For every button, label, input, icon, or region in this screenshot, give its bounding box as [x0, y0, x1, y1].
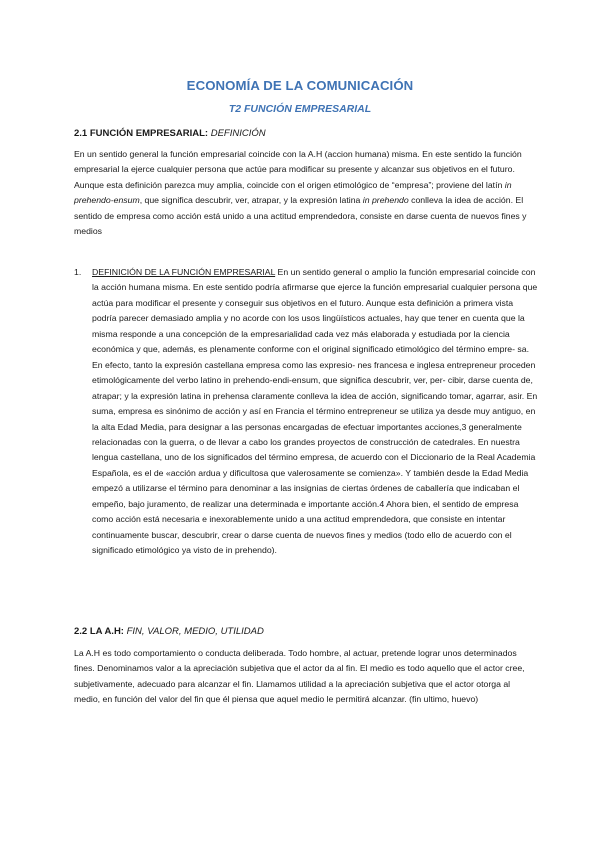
list-item-number: 1. — [74, 267, 82, 277]
section-heading-2-1-sub: DEFINICIÓN — [210, 128, 266, 139]
list-item-lead: DEFINICIÓN DE LA FUNCIÓN EMPRESARIAL — [92, 267, 276, 277]
section-heading-2-1-main: 2.1 FUNCIÓN EMPRESARIAL: — [74, 128, 209, 139]
paragraph-italic-term-2: in prehendo — [362, 195, 409, 206]
paragraph-italic-term-1: in prehendo-ensum — [74, 179, 512, 206]
numbered-list — [74, 265, 538, 559]
section-2-2-paragraph: La A.H es todo comportamiento o conducta deliberada. Todo hombre, al actuar, pretende lograr unos determinados fines. Denominamos valor a la apreciación subjetiva que el actor da al fin. El medio es todo aquello que el actor cree, subjetivamente, adecuado para alcanzar el fin. Llamamos utilidad a la apreciación subjetiva que el actor otorga al medio, en función del valor del fin que él piensa que aquel medio le permitirá alcanzar. (fin ultimo, huevo) — [74, 648, 525, 705]
section-2-1-paragraph — [74, 147, 534, 239]
section-heading-2-2-sub: FIN, VALOR, MEDIO, UTILIDAD — [126, 626, 264, 637]
section-heading-2-2-main: 2.2 LA A.H: — [74, 626, 124, 637]
list-item-text: En un sentido general o amplio la función empresarial coincide con la acción humana misma. En este sentido podría afirmarse que ejerce la función empresarial cualquier persona que actúa para modificar el presente y conseguir sus objetivos en el futuro. Aunque esta definición a primera vista podría parecer demasiado amplia y no acorde con los usos lingüísticos actuales, hay que tener en cuenta que la misma responde a una concepción de la empresarialidad cada vez más elaborada y estudiada por la ciencia económica y que, además, es plenamente conforme con el original significado etimológico del término empre- sa. En efecto, tanto la expresión castellana empresa como las expresio- nes francesa e inglesa entrepreneur proceden etimológicamente del verbo latino in prehendo-endi-ensum, que significa descubrir, ver, per- cibir, darse cuenta de, atrapar; y la expresión latina in prehensa claramente conlleva la idea de acción, significando tomar, agarrar, asir. En suma, empresa es sinónimo de acción y así en Francia el término entrepreneur se utiliza ya desde muy antiguo, en la alta Edad Media, para designar a las personas encargadas de efectuar importantes acciones,3 generalmente relacionadas con la guerra, o de llevar a cabo los grandes proyectos de construcción de catedrales. En nuestra lengua castellana, uno de los significados del término empresa, de acuerdo con el Diccionario de la Real Academia Española, es el de «acción ardua y dificultosa que valerosamente se comienza». Y también desde la Edad Media empezó a utilizarse el término para denominar a las insignias de ciertas órdenes de caballería que indicaban el empeño, bajo juramento, de realizar una determinada e importante acción.4 Ahora bien, el sentido de empresa como acción está necesaria e inexorablemente unido a una actitud emprendedora, que consiste en intentar continuamente buscar, descubrir, crear o darse cuenta de nuevos fines y medios (todo ello de acuerdo con el significado etimológico ya visto de in prehendo). — [92, 267, 538, 556]
document-title: ECONOMÍA DE LA COMUNICACIÓN — [186, 78, 414, 93]
list-item-body — [92, 265, 538, 559]
section-heading-2-1 — [74, 128, 266, 139]
paragraph-text-part3: conlleva la idea de acción. El sentido de empresa como acción está unido a una actitud emprendedora, consiste en darse cuenta de nuevos fines y medios — [74, 195, 527, 237]
paragraph-text-part1: En un sentido general la función empresarial coincide con la A.H (accion humana) misma. En este sentido la función empresarial la ejerce cualquier persona que actúe para modificar su presente y alcanzar sus objetivos en el futuro. Aunque esta definición parezca muy amplia, coincide con el origen etimológico de “empresa”; proviene del latín — [74, 149, 522, 190]
document-subtitle: T2 FUNCIÓN EMPRESARIAL — [228, 103, 372, 115]
section-heading-2-2 — [74, 626, 264, 637]
paragraph-text-part2: , que significa descubrir, ver, atrapar, y la expresión latina — [139, 195, 363, 206]
